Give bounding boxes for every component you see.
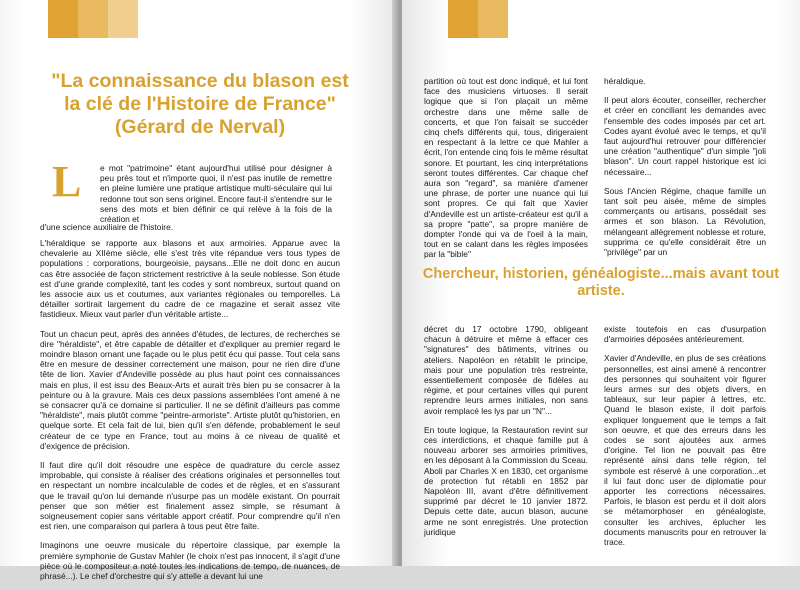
paragraph: Il faut dire qu'il doit résoudre une espèce de quadrature du cercle assez improbable, qui consiste à réaliser des créations originales et personnelles tout en respectant un nombre incalculable de codes et de règles, et en s'assurant que le travail qu'on lui demande n'usurpe pas un modèle existant. On pourrait penser que son métier est finalement assez simple, se résumant à soigneusement copier sans véritable apport créatif. Pour comprendre qu'il n'en est rien, une comparaison qui parlera à tous peut être faite. xyxy=(40,460,340,532)
paragraph: existe toutefois en cas d'usurpation d'armoiries déposées antérieurement. xyxy=(604,324,766,345)
paragraph: Il peut alors écouter, conseiller, rechercher et créer en conciliant les demandes avec l'ensemble des codes imposés par cet art. Codes ayant évolué avec le temps, et qu'il faut aujourd'hui retrouver pour différencier une création "authentique" d'un simple "joli blason". Un court rappel historique est ici nécessaire... xyxy=(604,95,766,177)
right-column-2 xyxy=(604,76,766,266)
article-title: "La connaissance du blason est la clé de l'Histoire de France" (Gérard de Nerval) xyxy=(51,70,349,138)
drop-cap: L xyxy=(52,157,82,206)
paragraph: En toute logique, la Restauration revint sur ces interdictions, et chaque famille put à nouveau arborer ses armoiries primitives, en les déposant à la Commission du Sceau. Aboli par Charles X en 1830, cet organisme de protection fut rétabli en 1852 par Napoléon III, avant d'être définitivement supprimé par décret le 10 janvier 1872. Depuis cette date, aucun blason, aucune arme ne sont enregistrés. Une protection juridique xyxy=(424,424,588,537)
paragraph: Imaginons une oeuvre musicale du répertoire classique, par exemple la première symphonie de Gustav Mahler (le choix n'est pas innocent, il s'agit d'une pièce où le compositeur a noté toutes les indications de tempo, de nuances, de phrasé...). Le chef d'orchestre qui s'y attelle a devant lui une xyxy=(40,540,340,582)
intro-paragraph-tail: d'une science auxiliaire de l'histoire. xyxy=(40,222,174,232)
paragraph: Tout un chacun peut, après des années d'études, de lectures, de recherches se dire "héraldiste", et être capable de détailler et d'expliquer au premier regard le moindre blason ornant une façade ou le plus petit écu qui passe. Tout cela sans être en mesure de dessiner correctement une maison, pour ne rien dire d'une tête de lion. Xavier d'Andeville possède au plus haut point ces connaissances mais en plus, il est issu des Beaux-Arts et aurait très bien pu se consacrer à la peinture ou à la gravure. Mais ces deux passions assemblées l'ont amené à ne se consacrer qu'à ce domaine si particulier. Il ne se définit d'ailleurs pas comme "héraldiste", mais plutôt comme "peintre-armoriste". Artiste plutôt qu'historien, en quelque sorte. Et cela fait de lui, bien qu'il s'en défende, probablement le seul créateur de ce type en France, tout au moins à ce niveau de qualité et d'exigence de précision. xyxy=(40,328,340,451)
color-tabs-left xyxy=(48,0,138,38)
paragraph: L'héraldique se rapporte aux blasons et aux armoiries. Apparue avec la chevalerie au XIIème siècle, elle s'est très vite répandue vers tous types de populations : corporations, bourgeoisie, paysans...Elle ne doit donc en aucun cas être associée de façon strictement restrictive à la seule noblesse. Son étude est d'une grande complexité, tant les codes y sont nombreux, surtout quand on les associe aux us et coutumes, aux variantes régionales ou temporelles. La détailler sortirait largement du cadre de ce magazine et serait assez vite fastidieux. Mieux vaut parler d'un véritable artiste... xyxy=(40,238,340,320)
paragraph: Xavier d'Andeville, en plus de ses créations personnelles, est ainsi amené à rencontrer des personnes qui souhaitent voir figurer leurs armes sur des objets divers, en tableaux, sur leur papier à lettres, etc. Quand le blason existe, il doit parfois expliquer longuement que le temps a fait son oeuvre, et que des erreurs dans les codes se sont ajoutées aux armes d'origine. Tel lion ne pouvait pas être représenté ainsi dans telle région, tel symbole est réservé à une corporation...et il lui faut donc user de diplomatie pour apporter les corrections nécessaires. Parfois, le blason est perdu et il doit alors se métamorphoser en généalogiste, consulter les archives, éplucher les documents manuscrits pour en retrouver la trace. xyxy=(604,353,766,548)
tab-mid xyxy=(78,0,108,38)
section-subtitle: Chercheur, historien, généalogiste...mais avant tout artiste. xyxy=(422,266,780,299)
paragraph: Sous l'Ancien Régime, chaque famille un tant soit peu aisée, même de simples commerçants ou artisans, possédait ses armes et son blason. La Révolution, mélangeant allègrement noblesse et roture, supprima ce qu'elle considérait être un "privilège" par un xyxy=(604,185,766,258)
paragraph: héraldique. xyxy=(604,76,646,86)
left-page xyxy=(0,0,398,582)
left-body xyxy=(40,238,340,590)
tab-mid xyxy=(478,0,508,38)
paragraph: décret du 17 octobre 1790, obligeant chacun à détruire et même à effacer ces "signatures" des bâtiments, vitrines ou ateliers. Napoléon en rétablit le principe, mais pour une population très restreinte, essentiellement composée de fidèles au régime, et pour certaines villes qui purent reprendre leurs armes initiales, non sans avoir remplacé les lys par un "N"... xyxy=(424,324,588,416)
right-column-1: partition où tout est donc indiqué, et lui font face des musiciens virtuoses. Il serait logique que si l'on plaçait un même orchestre dans une même salle de concerts, et que l'on faisait se succéder cinq chefs différents qui, tous, dirigeraient en respectant à la lettre ce que Mahler a écrit, l'on entende cinq fois le même résultat sonore. Et pourtant, les cinq interprétations seront toutes différentes. Car chaque chef aura son "regard", sa manière d'amener une phrase, de porter une nuance qui lui sont propres. Ce qui fait que Xavier d'Andeville est un artiste-créateur est qu'il a sa propre "patte", sa propre manière de dompter l'onde qui va de l'oeil à la main, tout en se calant dans les règles imposées par la "bible" xyxy=(424,76,588,260)
color-tabs-right xyxy=(448,0,508,38)
right-page xyxy=(402,0,800,566)
tab-dark xyxy=(448,0,478,38)
right-column-4 xyxy=(604,324,766,556)
right-column-3 xyxy=(424,324,588,546)
tab-light xyxy=(108,0,138,38)
intro-paragraph: e mot "patrimoine" étant aujourd'hui utilisé pour désigner à peu près tout et n'importe quoi, il n'est pas inutile de remettre en pleine lumière une pratique artistique multi-séculaire qui lui redonne tout son sens originel. Encore faut-il s'entendre sur le sens des mots et bien définir ce qui relève à la fois de la création et xyxy=(100,163,332,225)
tab-dark xyxy=(48,0,78,38)
